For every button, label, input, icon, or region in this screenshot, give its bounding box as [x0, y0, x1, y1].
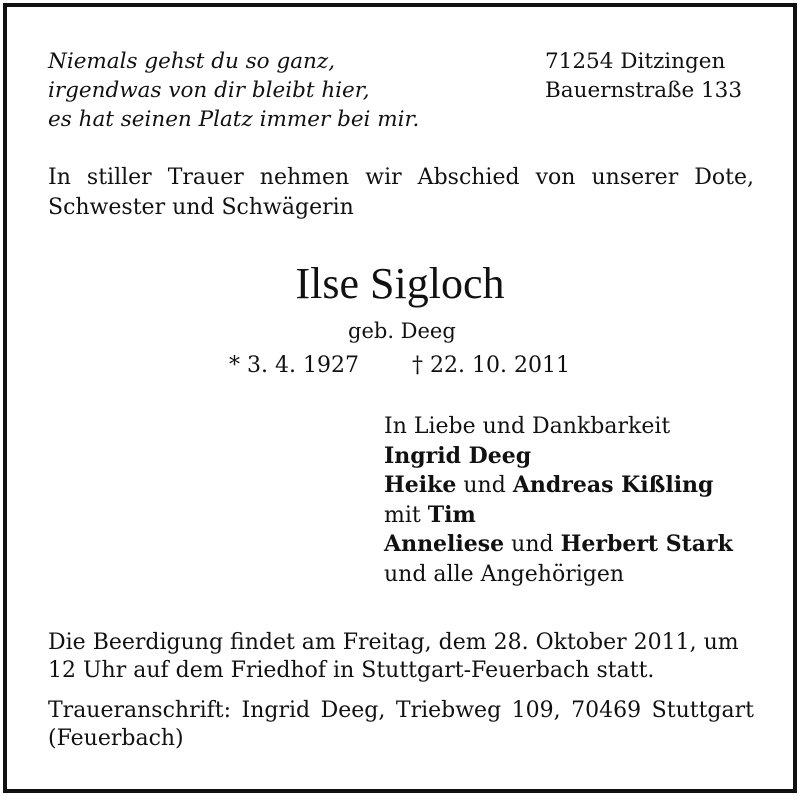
mourners-intro: In Liebe und Dankbarkeit [384, 414, 671, 439]
intro-text [48, 163, 754, 223]
birth-date: * 3. 4. 1927 [229, 353, 359, 378]
connector-text: und [463, 473, 506, 498]
address-street: Bauernstraße 133 [545, 78, 743, 103]
family-address [545, 47, 742, 105]
connector-text: und [511, 532, 554, 557]
mourning-address-line: (Feuerbach) [48, 726, 184, 751]
intro-line: Schwester und Schwägerin [48, 195, 354, 220]
deceased-name: Ilse Sigloch [295, 259, 505, 308]
connector-text: mit [384, 502, 421, 528]
mourner-line [384, 501, 733, 531]
mourners-others: und alle Angehörigen [384, 561, 625, 587]
poem-line: irgendwas von dir bleibt hier, [48, 78, 370, 103]
funeral-info [48, 629, 758, 685]
death-date: † 22. 10. 2011 [412, 353, 570, 378]
mourner-name: Heike [384, 472, 457, 498]
birth-name: geb. Deeg [348, 319, 456, 343]
mourner-name: Ingrid Deeg [384, 442, 532, 469]
mourning-address [48, 697, 754, 753]
mourner-name: Herbert Stark [560, 531, 733, 557]
poem [48, 47, 419, 134]
address-city: 71254 Ditzingen [545, 49, 726, 74]
poem-line: es hat seinen Platz immer bei mir. [48, 107, 420, 132]
mourner-name: Andreas Kißling [512, 472, 714, 498]
obituary-notice [3, 3, 797, 793]
mourners-list [384, 412, 733, 589]
mourning-address-line: Traueranschrift: Ingrid Deeg, Triebweg 109, 70469 Stuttgart [48, 698, 754, 723]
poem-line: Niemals gehst du so ganz, [48, 49, 336, 74]
mourner-name: Anneliese [384, 531, 505, 557]
intro-line: In stiller Trauer nehmen wir Abschied von unserer Dote, [48, 165, 754, 190]
funeral-line: 12 Uhr auf dem Friedhof in Stuttgart-Feuerbach statt. [48, 658, 655, 683]
mourner-line [384, 471, 733, 501]
funeral-line: Die Beerdigung findet am Freitag, dem 28. Oktober 2011, um [48, 630, 739, 655]
mourner-line [384, 530, 733, 560]
mourner-name: Tim [427, 501, 476, 528]
mourner-line [384, 442, 733, 472]
